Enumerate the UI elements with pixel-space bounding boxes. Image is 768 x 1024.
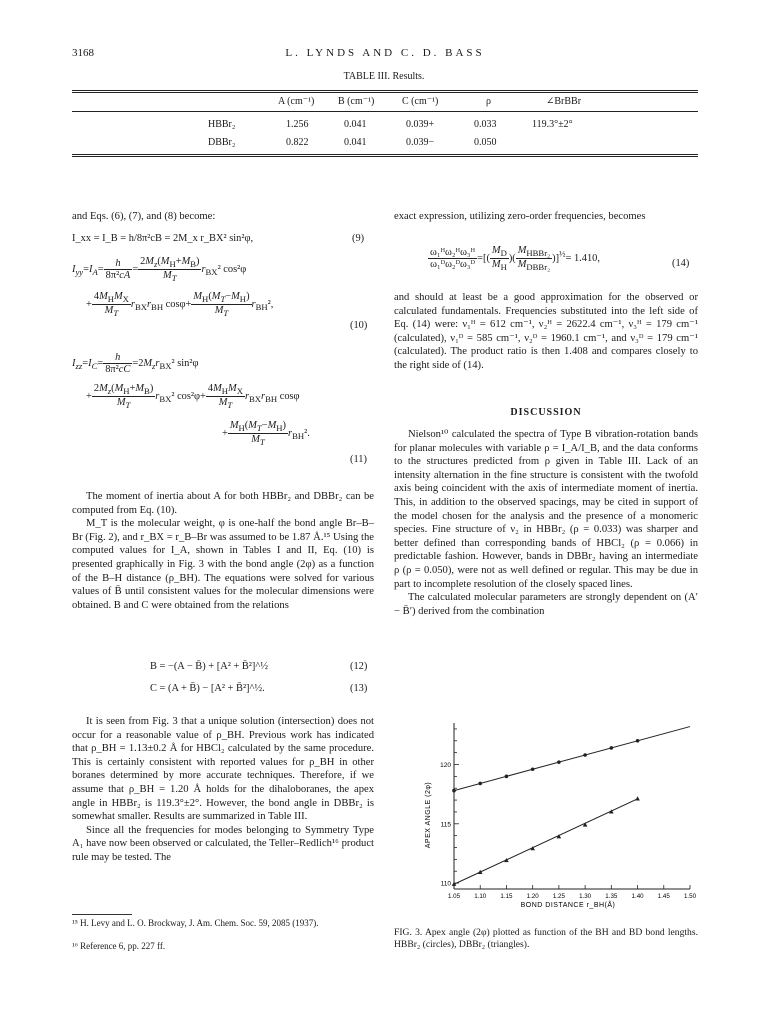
data-point-circle	[583, 753, 587, 757]
table-header-rho: ρ	[486, 96, 491, 107]
left-body-1	[72, 490, 374, 612]
paragraph: The moment of inertia about A for both HBBr₂ and DBBr₂ can be computed from Eq. (10).	[72, 491, 374, 516]
y-tick-label: 120	[440, 762, 451, 769]
data-point-circle	[478, 782, 482, 786]
equation-12-number: (12)	[350, 661, 368, 672]
table-cell: 0.822	[286, 137, 309, 148]
data-point-circle	[636, 739, 640, 743]
paragraph: Nielson¹⁰ calculated the spectra of Type B vibration-rotation bands for planar molecules with variable ρ = I_A/I_B, and the data conforms to the structures predicted from ρ given in Table III. Lack of an intensity alternation in the fine structure is consistent with the twofold axis being coincident with the axis of intermediate moment of inertia. This, in addition to the observed spacings, may be cited in support of the model chosen for the analysis and the presence of a monomeric species. Fine structure of ν₂ in HBBr₂ (ρ = 0.033) was sharper and better defined than corresponding bands of HBCl₂ (ρ = 0.066) in predictable fashion. However, bands in DBBr₂ having an intermediate ρ (ρ = 0.050), were not as well defined or regular. This may be due in part to incomplete resolution of the closely spaced lines.	[394, 429, 698, 590]
paragraph: It is seen from Fig. 3 that a unique solution (intersection) does not occur for a reasonable value of ρ_BH. Previous work has indicated that ρ_BH = 1.13±0.2 Å for HBCl₂ calculated by the same procedure. This is certainly consistent with reported values for ρ_BH in other boranes determined by more accurate techniques. Therefore, if we assume that ρ_BH = 1.20 Å holds for the dihaloboranes, the apex angle in HBBr₂ is 119.3°±2°. However, the bond angle in DBBr₂ is somewhat smaller. Results are summarized in Table III.	[72, 716, 374, 823]
table-header-c: C (cm⁻¹)	[402, 96, 439, 107]
data-point-circle	[505, 775, 509, 779]
equation-9: I_xx = I_B = h/8π²cB = 2M_x r_BX² sin²φ,	[72, 233, 254, 244]
series-line	[454, 799, 638, 884]
y-tick-label: 110	[440, 880, 451, 888]
data-point-circle	[557, 760, 561, 764]
table-header-a: A (cm⁻¹)	[278, 96, 315, 107]
equation-10: $I_{yy}=I_A=$ $\frac{h}{\text{8π²cA}}$ = $\frac{2M_z(M_H+M_B)}{M_T}$ $r_{BX}^2$ cos²φ + $\frac{4M_HM_X}{M_T}$ $r_{BX}r_{BH}$ cosφ+ $\frac{M_H(M_T-M_H)}{M_T}$ $r_{BH}^2$,	[72, 256, 274, 319]
paragraph: Since all the frequencies for modes belonging to Symmetry Type A₁ have now been observed or calculated, the Teller–Redlich¹⁶ product rule may be tested. The	[72, 824, 374, 863]
right-intro: exact expression, utilizing zero-order frequencies, becomes	[394, 211, 646, 222]
table-cell: 0.033	[474, 119, 497, 130]
table-cell: 0.041	[344, 137, 367, 148]
table-header-angle: ∠BrBBr	[546, 96, 582, 107]
data-point-triangle	[635, 796, 640, 800]
x-axis-label: BOND DISTANCE r_BH(Å)	[520, 902, 616, 909]
equation-13: C = (A + B̄) − [A² + B̄²]^½.	[150, 683, 265, 694]
paragraph: and should at least be a good approximation for the observed or calculated fundamentals. Frequencies substituted into the left side of Eq. (14) were: ν₁ᴴ = 612 cm⁻¹, ν₂ᴴ = 2622.4 cm⁻¹, ν₃ᴴ = 179 cm⁻¹ (calculated), ν₁ᴰ = 585 cm⁻¹, ν₂ᴰ = 1960.1 cm⁻¹, and ν₃ᴰ = 179 cm⁻¹ (calculated). The product ratio is then 1.408 and compares closely to the right side of (14).	[394, 292, 698, 371]
footnote-15: ¹⁵ H. Levy and L. O. Brockway, J. Am. Chem. Soc. 59, 2085 (1937).	[72, 918, 319, 928]
y-axis-label: APEX ANGLE (2φ)	[425, 781, 432, 849]
paragraph: The calculated molecular parameters are strongly dependent on (A′ − B̄′) derived from the combination	[394, 592, 698, 617]
equation-10b: $I_{zz}=I_C=$ $\frac{h}{\text{8π²cC}}$ $=2M_zr_{BX}^2$ sin²φ + $\frac{2M_z(M_H+M_B)}{M_T}$ $r_{BX}^2$ cos²φ+ $\frac{4M_HM_X}{M_T}$ $r_{BX}r_{BH}$ cosφ + $\frac{M_H(M_T-M_H)}{M_T}$ $r_{BH}^2$.	[72, 352, 310, 448]
discussion-heading: DISCUSSION	[510, 407, 582, 418]
footnote-rule	[72, 914, 132, 915]
data-point-circle	[610, 746, 614, 750]
x-tick-label: 1.25	[552, 893, 565, 900]
series-line	[454, 727, 690, 791]
equation-10-number: (10)	[350, 320, 368, 331]
table-cell: 1.256	[286, 119, 309, 130]
table-cell: 0.039−	[406, 137, 435, 148]
x-tick-label: 1.30	[579, 893, 592, 900]
equation-11-number: (11)	[350, 454, 367, 465]
x-tick-label: 1.45	[657, 893, 670, 900]
page-number: 3168	[72, 47, 94, 59]
right-body-2	[394, 428, 698, 618]
table-cell: 0.039+	[406, 119, 435, 130]
x-tick-label: 1.10	[474, 893, 487, 900]
left-body-2	[72, 715, 374, 865]
x-tick-label: 1.05	[447, 893, 461, 900]
equation-12: B = −(A − B̄) + [A² + B̄²]^½	[150, 661, 269, 672]
table-cell: 119.3°±2°	[532, 119, 573, 130]
table-row-label: HBBr₂	[208, 119, 236, 130]
table-header-b: B (cm⁻¹)	[338, 96, 375, 107]
equation-14: $\frac{\text{ω₁ᴴω₂ᴴω₃ᴴ}}{\text{ω₁ᴰω₂ᴰω₃ᴰ}}$ =[( $\frac{M_D}{M_H}$ )( $\frac{M_{HBBr_2}}{M_{DBBr_2}}$ )]$^{\frac{1}{2}}$= 1.410,	[430, 245, 600, 273]
table-caption: TABLE III. Results.	[343, 71, 425, 82]
x-tick-label: 1.35	[605, 893, 618, 900]
footnote-16: ¹⁶ Reference 6, pp. 227 ff.	[72, 941, 166, 951]
y-tick-label: 115	[440, 821, 451, 829]
data-point-circle	[531, 767, 535, 771]
left-intro: and Eqs. (6), (7), and (8) become:	[72, 211, 216, 222]
figure-3-chart	[398, 717, 698, 917]
data-point-triangle	[478, 870, 483, 874]
table-row-label: DBBr₂	[208, 137, 236, 148]
x-tick-label: 1.50	[683, 893, 697, 900]
equation-13-number: (13)	[350, 683, 368, 694]
x-tick-label: 1.15	[500, 893, 513, 900]
equation-14-number: (14)	[672, 258, 690, 269]
table-cell: 0.050	[474, 137, 497, 148]
figure-caption: FIG. 3. Apex angle (2φ) plotted as function of the BH and BD bond lengths. HBBr₂ (circles), DBBr₂ (triangles).	[394, 927, 698, 950]
x-tick-label: 1.20	[526, 893, 539, 900]
equation-14-value: = 1.410,	[565, 252, 600, 264]
right-body-1	[394, 291, 698, 373]
x-tick-label: 1.40	[631, 893, 644, 900]
data-point-circle	[452, 789, 456, 793]
equation-9-number: (9)	[352, 233, 365, 244]
paragraph: M_T is the molecular weight, φ is one-half the bond angle Br–B–Br (Fig. 2), and r_BX = r_B–Br was assumed to be 1.87 Å.¹⁵ Using the computed values for I_A, shown in Tables I and II, Eq. (10) is presented graphically in Fig. 3 with the bond angle (2φ) as a function of the B–H distance (ρ_BH). The equations were solved for various values of B̄ until consistent values for the molecular dimensions were obtained. B and C were obtained from the relations	[72, 518, 374, 611]
table-cell: 0.041	[344, 119, 367, 130]
running-authors: L. LYNDS AND C. D. BASS	[285, 47, 485, 59]
